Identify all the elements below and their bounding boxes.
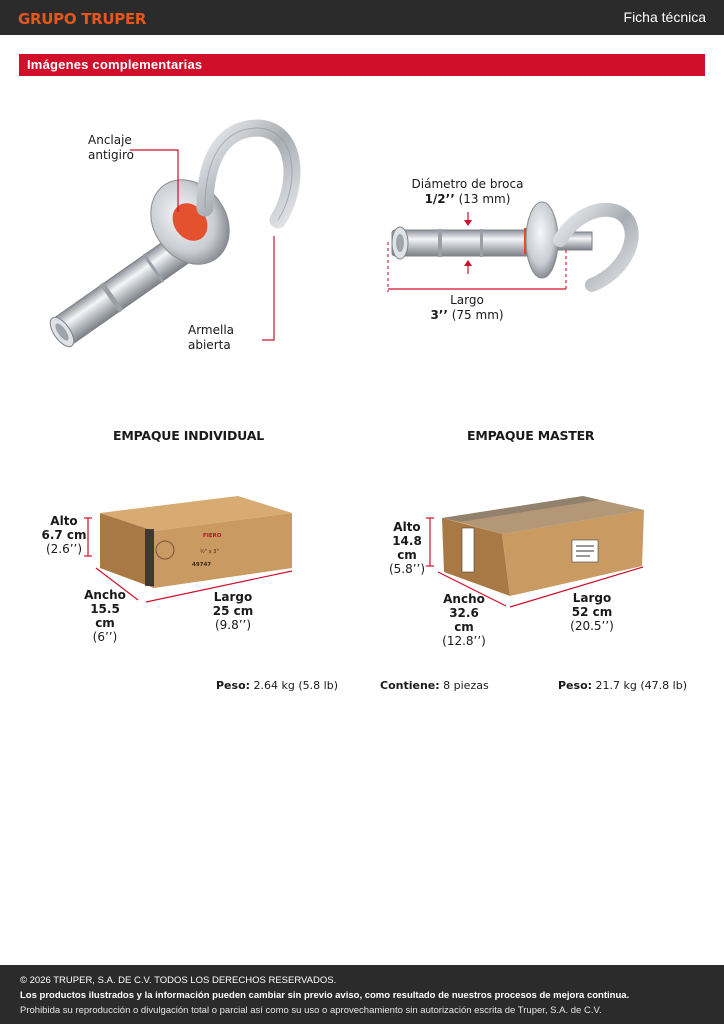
individual-ancho-label: Ancho	[84, 588, 126, 602]
footer-notice: Los productos ilustrados y la información pueden cambiar sin previo aviso, como resultado de nuestros procesos de mejora continua.	[20, 990, 630, 1001]
brand-logo: GRUPO TRUPER	[18, 10, 147, 28]
master-alto-label: Alto	[393, 520, 421, 534]
master-ancho-value: 32.6 cm	[449, 606, 479, 634]
master-largo-label: Largo	[572, 591, 612, 605]
individual-alto-inch: (2.6’’)	[45, 542, 83, 556]
diametro-inch: 1/2’’	[424, 192, 455, 206]
box-size: ½" x 3"	[200, 549, 219, 555]
box-brand: FIERO	[203, 533, 222, 539]
callout-armella-abierta: Armella abierta	[188, 323, 235, 352]
master-box	[442, 496, 644, 596]
largo-metric: (75 mm)	[451, 308, 504, 322]
individual-largo	[208, 590, 258, 632]
individual-weight	[216, 679, 338, 692]
master-alto-inch: (5.8’’)	[388, 562, 426, 576]
individual-alto-label: Alto	[50, 514, 78, 528]
master-ancho	[438, 592, 490, 648]
master-peso-value: 21.7 kg (47.8 lb)	[595, 679, 687, 692]
footer-rights: Prohibida su reproducción o divulgación total o parcial así como su uso o aprovechamiento sin autorización escrita de Truper, S.A. de C.V.	[20, 1005, 602, 1016]
individual-peso-label: Peso:	[216, 679, 251, 692]
individual-ancho-value: 15.5 cm	[90, 602, 120, 630]
master-alto	[382, 520, 432, 576]
individual-peso-value: 2.64 kg (5.8 lb)	[253, 679, 338, 692]
master-weight	[558, 679, 687, 692]
master-ancho-inch: (12.8’’)	[442, 634, 486, 648]
footer-copyright: © 2026 TRUPER, S.A. DE C.V. TODOS LOS DERECHOS RESERVADOS.	[20, 975, 337, 986]
master-ancho-label: Ancho	[443, 592, 485, 606]
master-package-title: EMPAQUE MASTER	[467, 428, 595, 443]
footer	[0, 965, 724, 1024]
individual-largo-label: Largo	[213, 590, 253, 604]
callout-largo-label: Largo	[450, 293, 484, 307]
section-title: Imágenes complementarias	[27, 57, 203, 72]
master-largo	[567, 591, 617, 633]
individual-package-title: EMPAQUE INDIVIDUAL	[113, 428, 264, 443]
individual-largo-inch: (9.8’’)	[214, 618, 252, 632]
document-type: Ficha técnica	[623, 9, 706, 25]
individual-box	[100, 496, 292, 588]
master-contents	[380, 679, 489, 692]
callout-largo-value	[412, 308, 522, 323]
box-code: 49747	[192, 562, 212, 568]
callout-anclaje-antigiro: Anclaje antigiro	[88, 133, 134, 162]
individual-alto	[40, 514, 88, 556]
master-peso-label: Peso:	[558, 679, 593, 692]
callout-diametro-value	[405, 192, 530, 207]
individual-ancho-inch: (6’’)	[92, 630, 118, 644]
master-alto-value: 14.8 cm	[392, 534, 422, 562]
largo-inch: 3’’	[430, 308, 448, 322]
diametro-metric: (13 mm)	[458, 192, 511, 206]
master-largo-value: 52 cm	[571, 605, 613, 619]
individual-alto-value: 6.7 cm	[41, 528, 87, 542]
master-largo-inch: (20.5’’)	[570, 619, 614, 633]
callout-diametro-label: Diámetro de broca	[411, 177, 524, 191]
individual-ancho	[80, 588, 130, 644]
anchor-bolt-angled-image	[0, 0, 724, 400]
master-contiene-value: 8 piezas	[443, 679, 489, 692]
master-contiene-label: Contiene:	[380, 679, 440, 692]
individual-largo-value: 25 cm	[212, 604, 254, 618]
